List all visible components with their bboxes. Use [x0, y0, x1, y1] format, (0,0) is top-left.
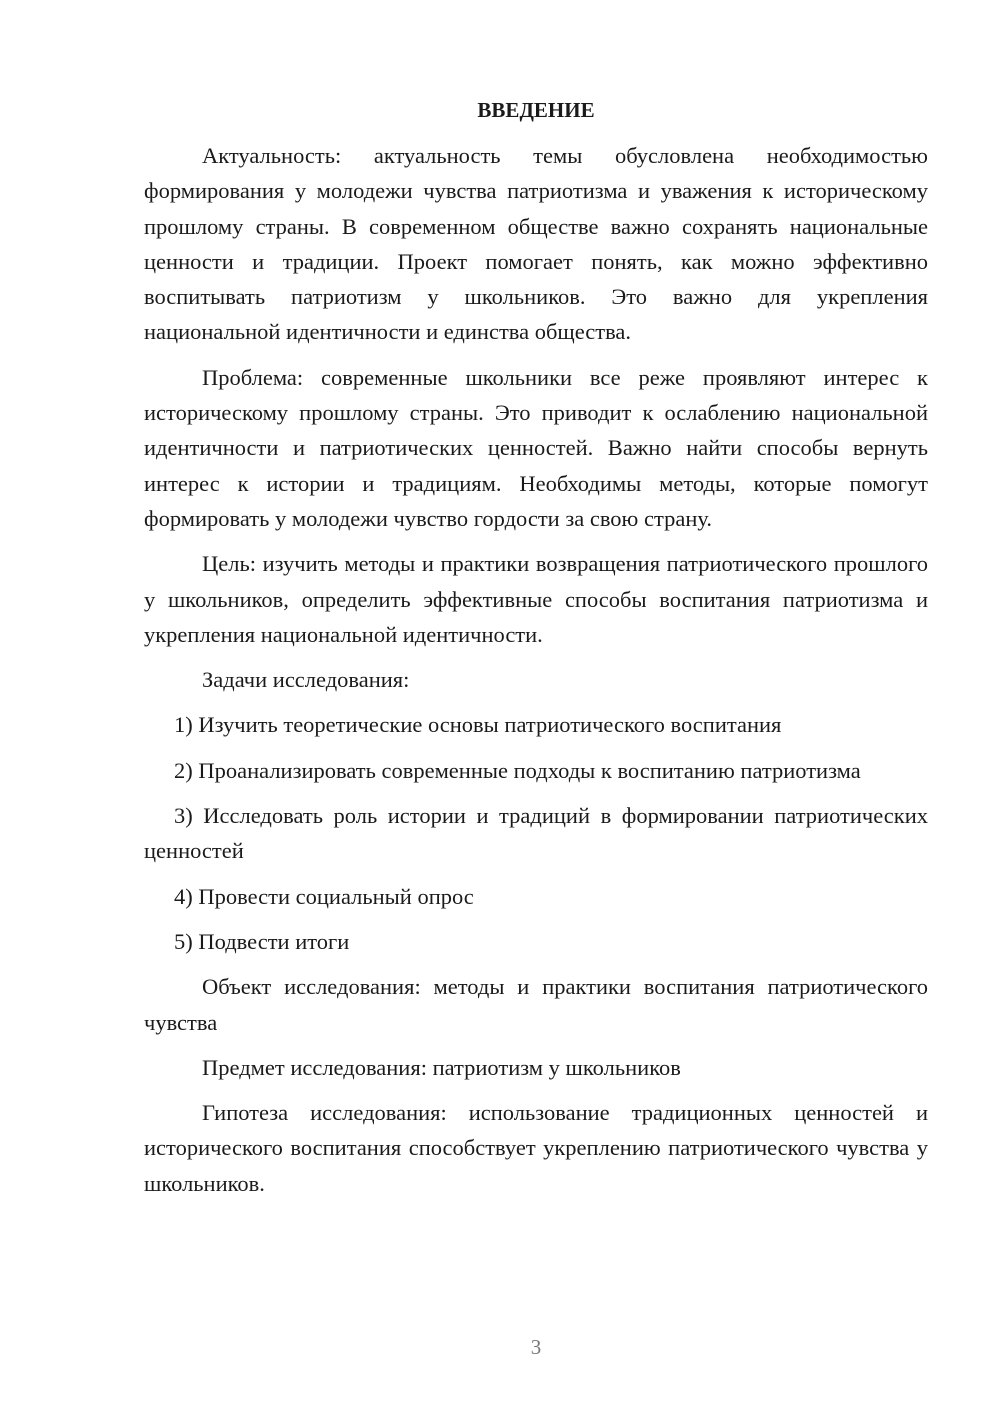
hypothesis-paragraph: Гипотеза исследования: использование традиционных ценностей и исторического воспитания способствует укреплению патриотического чувства у школьников.: [144, 1100, 928, 1196]
goal-paragraph: Цель: изучить методы и практики возвращения патриотического прошлого у школьников, определить эффективные способы воспитания патриотизма и укрепления национальной идентичности.: [144, 551, 928, 647]
page-number: 3: [530, 1335, 542, 1359]
task-item-1: 1) Изучить теоретические основы патриотического воспитания: [174, 712, 782, 738]
section-heading: ВВЕДЕНИЕ: [477, 98, 595, 122]
page-content: [144, 96, 928, 1211]
problem-paragraph: Проблема: современные школьники все реже проявляют интерес к историческому прошлому страны. Это приводит к ослаблению национальной идентичности и патриотических ценностей. Важно найти способы вернуть интерес к истории и традициям. Необходимы методы, которые помогут формировать у молодежи чувство гордости за свою страну.: [144, 364, 928, 531]
tasks-title: Задачи исследования:: [202, 667, 410, 693]
object-paragraph: Объект исследования: методы и практики воспитания патриотического чувства: [144, 974, 928, 1035]
relevance-paragraph: Актуальность: актуальность темы обусловлена необходимостью формирования у молодежи чувства патриотизма и уважения к историческому прошлому страны. В современном обществе важно сохранять национальные ценности и традиции. Проект помогает понять, как можно эффективно воспитывать патриотизм у школьников. Это важно для укрепления национальной идентичности и единства общества.: [144, 143, 928, 345]
task-item-4: 4) Провести социальный опрос: [174, 883, 474, 909]
task-item-3: 3) Исследовать роль истории и традиций в формировании патриотических ценностей: [144, 803, 928, 864]
task-item-5: 5) Подвести итоги: [174, 928, 350, 954]
task-item-2: 2) Проанализировать современные подходы к воспитанию патриотизма: [174, 757, 861, 783]
subject-paragraph: Предмет исследования: патриотизм у школьников: [202, 1054, 681, 1080]
